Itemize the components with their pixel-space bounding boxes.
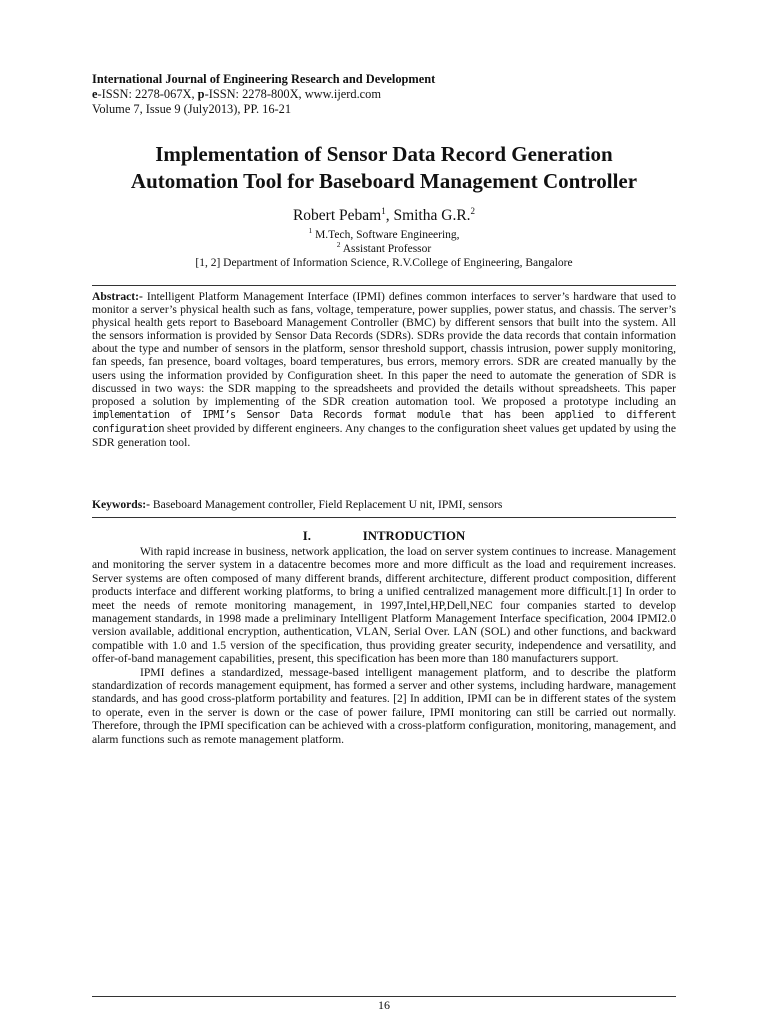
affiliation-2-text: Assistant Professor [340, 243, 432, 256]
journal-header [92, 72, 682, 117]
journal-issn [92, 87, 682, 102]
section-heading [92, 529, 676, 544]
page-number: 16 [378, 998, 390, 1012]
author-list [92, 206, 676, 226]
paper-title [92, 141, 676, 195]
author-1: Robert Pebam [292, 207, 382, 224]
journal-name: International Journal of Engineering Research and Development [92, 72, 436, 86]
abstract-text-b: implementation of IPMI’s Sensor Data Records format module that has been applied to different configuration [92, 409, 676, 435]
divider-middle [92, 517, 676, 518]
keywords-label: Keywords:- [92, 498, 150, 511]
footer-divider [92, 996, 676, 997]
section-number: I. [302, 529, 311, 543]
keywords-text: Baseboard Management controller, Field Replacement U nit, IPMI, sensors [149, 498, 503, 511]
abstract-paragraph [92, 290, 676, 449]
author-2-sup: 2 [470, 205, 476, 216]
divider-top [92, 285, 676, 286]
abstract [92, 290, 676, 449]
section-title: INTRODUCTION [362, 529, 466, 543]
issn-e-prefix: e [92, 87, 98, 101]
abstract-text-a: Intelligent Platform Management Interface (IPMI) defines common interfaces to server’s hardware that used to monitor a server’s physical health such as fans, voltage, temperature, power supplies, power status, and chassis. The server’s physical health gets report to Baseboard Management Controller (BMC) by different sensors that built into the system. All the sensors information is provided by Sensor Data Records (SDRs). SDRs provide the data records that contain information about the type and number of sensors in the platform, sensor threshold support, chassis intrusion, power supply monitoring, fan speeds, fan presence, board voltages, board temperatures, bus errors, memory errors. SDR are created manually by the users using the information provided by Configuration sheet. In this paper the need to automate the generation of SDR is discussed in two ways: the SDR mapping to the spreadsheets and provided the details without spreadsheets. This paper proposed a solution by implementing of the SDR creation automation tool. We proposed a prototype including an [92, 290, 676, 408]
author-1-sup: 1 [381, 205, 386, 216]
affiliation-2 [92, 242, 676, 256]
title-line-1: Implementation of Sensor Data Record Generation [155, 142, 613, 166]
affiliation-3: [1, 2] Department of Information Science, R.V.College of Engineering, Bangalore [195, 257, 573, 270]
abstract-label: Abstract:- [92, 290, 143, 303]
author-2: Smitha G.R. [393, 207, 471, 224]
affiliations [92, 228, 676, 271]
intro-paragraph-1: With rapid increase in business, network application, the load on server system continues to increase. Management and monitoring the server system in a datacentre becomes more and more difficult as the load and requirement increases. Server systems are often composed of many different brands, different architecture, different product composition, different products interface and different working platforms, to bring a unified centralized management more difficult.[1] In order to meet the needs of remote monitoring management, in 1997,Intel,HP,Dell,NEC four companies started to develop management standards, in 1998 made a preliminary Intelligent Platform Management Interface specification, 2004 IPMI2.0 version available, additional encryption, authentication, VLAN, Serial Over. LAN (SOL) and other functions, and backward compatible with 1.0 and 1.5 version of the specification, thus providing greater security, independence and versatility, and offer-of-band management capabilities, present, this specification has been more than 180 manufacturers support. [92, 545, 676, 666]
issn-e-text: -ISSN: 2278-067X, [97, 87, 198, 101]
affiliation-1-sup: 1 [308, 226, 313, 236]
title-line-2: Automation Tool for Baseboard Management Controller [130, 169, 638, 193]
affiliation-1-text: M.Tech, Software Engineering, [312, 229, 460, 241]
affiliation-2-sup: 2 [336, 240, 341, 250]
abstract-text-c: sheet provided by different engineers. Any changes to the configuration sheet values get updated by using the SDR generation tool. [92, 421, 676, 450]
affiliation-1 [92, 228, 676, 242]
intro-paragraph-2: IPMI defines a standardized, message-based intelligent management platform, and to describe the platform standardization of records management equipment, has formed a server and other systems, including hardware, management standards, and has good cross-platform portability and features. [2] In addition, IPMI can be in different states of the system to operate, even in the server is down or the case of power failure, IPMI monitoring can still be carried out normally. Therefore, through the IPMI specification can be achieved with a cross-platform configuration, monitoring, management, and alarm functions such as remote management platform. [92, 665, 676, 746]
author-separator: , [385, 207, 394, 224]
journal-volume: Volume 7, Issue 9 (July2013), PP. 16-21 [92, 102, 292, 116]
keywords [92, 498, 676, 512]
issn-p-text: -ISSN: 2278-800X, www.ijerd.com [204, 87, 382, 101]
introduction-body [92, 545, 676, 746]
issn-p-prefix: p [197, 87, 205, 101]
